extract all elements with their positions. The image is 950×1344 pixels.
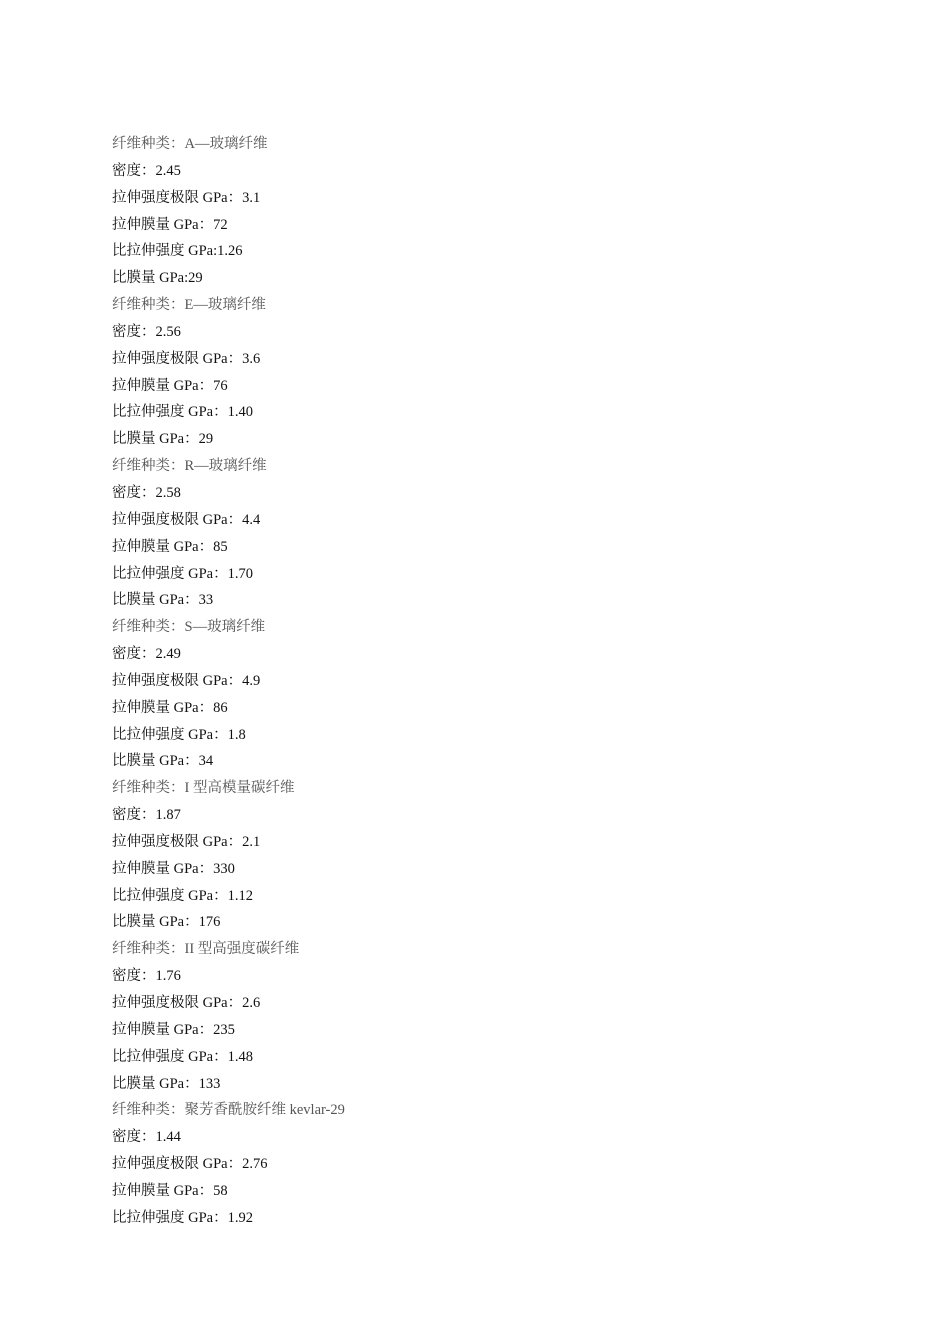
fiber-property-line: 比膜量 GPa:29 bbox=[112, 270, 203, 287]
fiber-property-line: 拉伸强度极限 GPa：2.76 bbox=[112, 1156, 268, 1173]
fiber-property-line: 密度：1.87 bbox=[112, 807, 181, 824]
fiber-property-line: 拉伸膜量 GPa：85 bbox=[112, 538, 228, 555]
fiber-property-line: 比拉伸强度 GPa：1.8 bbox=[112, 726, 246, 743]
fiber-property-line: 拉伸强度极限 GPa：4.9 bbox=[112, 672, 261, 689]
fiber-property-line: 密度：1.76 bbox=[112, 968, 181, 985]
fiber-property-line: 拉伸强度极限 GPa：3.6 bbox=[112, 350, 261, 367]
fiber-type-heading: 纤维种类：R—玻璃纤维 bbox=[112, 458, 267, 475]
fiber-property-line: 比拉伸强度 GPa：1.70 bbox=[112, 565, 253, 582]
fiber-type-heading: 纤维种类：II 型高强度碳纤维 bbox=[112, 941, 300, 958]
fiber-property-line: 拉伸膜量 GPa：76 bbox=[112, 377, 228, 394]
fiber-property-line: 比拉伸强度 GPa:1.26 bbox=[112, 243, 243, 260]
fiber-property-line: 拉伸强度极限 GPa：2.6 bbox=[112, 995, 261, 1011]
fiber-property-line: 比拉伸强度 GPa：1.48 bbox=[112, 1048, 253, 1065]
fiber-property-line: 拉伸膜量 GPa：235 bbox=[112, 1021, 235, 1038]
fiber-property-line: 比膜量 GPa：176 bbox=[112, 914, 221, 931]
fiber-type-heading: 纤维种类：A—玻璃纤维 bbox=[112, 136, 268, 152]
fiber-properties-list bbox=[112, 131, 872, 1232]
fiber-property-line: 密度：2.56 bbox=[112, 323, 181, 340]
fiber-property-line: 密度：2.49 bbox=[112, 646, 181, 663]
fiber-property-line: 密度：2.58 bbox=[112, 484, 181, 501]
fiber-type-heading: 纤维种类：E—玻璃纤维 bbox=[112, 297, 266, 314]
fiber-property-line: 比拉伸强度 GPa：1.40 bbox=[112, 404, 253, 421]
fiber-property-line: 比拉伸强度 GPa：1.92 bbox=[112, 1209, 253, 1226]
fiber-property-line: 拉伸强度极限 GPa：3.1 bbox=[112, 189, 261, 206]
fiber-property-line: 拉伸强度极限 GPa：4.4 bbox=[112, 511, 261, 528]
fiber-property-line: 密度：2.45 bbox=[112, 162, 181, 179]
fiber-property-line: 拉伸膜量 GPa：86 bbox=[112, 699, 228, 716]
fiber-property-line: 比膜量 GPa：33 bbox=[112, 592, 214, 609]
fiber-property-line: 拉伸膜量 GPa：330 bbox=[112, 860, 235, 877]
fiber-property-line: 比拉伸强度 GPa：1.12 bbox=[112, 887, 253, 904]
fiber-property-line: 拉伸膜量 GPa：58 bbox=[112, 1182, 228, 1199]
fiber-type-heading: 纤维种类：I 型高模量碳纤维 bbox=[112, 780, 295, 797]
fiber-type-heading: 纤维种类：聚芳香酰胺纤维 kevlar-29 bbox=[112, 1102, 345, 1119]
fiber-type-heading: 纤维种类：S—玻璃纤维 bbox=[112, 619, 266, 636]
fiber-property-line: 比膜量 GPa：133 bbox=[112, 1075, 221, 1092]
fiber-property-line: 比膜量 GPa：34 bbox=[112, 753, 214, 770]
fiber-property-line: 拉伸强度极限 GPa：2.1 bbox=[112, 833, 261, 850]
fiber-property-line: 比膜量 GPa：29 bbox=[112, 431, 214, 448]
fiber-property-line: 拉伸膜量 GPa：72 bbox=[112, 216, 228, 233]
fiber-property-line: 密度：1.44 bbox=[112, 1129, 181, 1146]
